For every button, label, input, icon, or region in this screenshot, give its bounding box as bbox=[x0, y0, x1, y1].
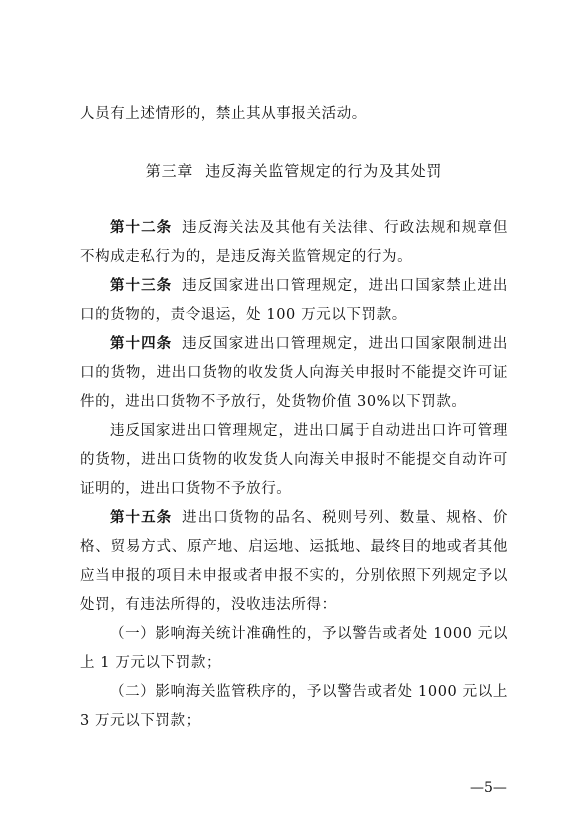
article-14-paragraph-2: 违反国家进出口管理规定，进出口属于自动进出口许可管理的货物，进出口货物的收发货人向海关申报时不能提交自动许可证明的，进出口货物不予放行。 bbox=[80, 423, 508, 497]
article-15-text: 进出口货物的品名、税则号列、数量、规格、价格、贸易方式、原产地、启运地、运抵地、最终目的地或者其他应当申报的项目未申报或者申报不实的，分别依照下列规定予以处罚，有违法所得的，没收违法所得： bbox=[80, 510, 508, 613]
article-15-label: 第十五条 bbox=[110, 510, 173, 526]
article-13 bbox=[80, 272, 508, 330]
article-12-label: 第十二条 bbox=[110, 220, 173, 236]
article-14-label: 第十四条 bbox=[110, 336, 173, 352]
article-15-item-2: （二）影响海关监管秩序的，予以警告或者处 1000 元以上 3 万元以下罚款； bbox=[80, 684, 508, 729]
chapter-title: 违反海关监管规定的行为及其处罚 bbox=[205, 162, 443, 180]
chapter-number: 第三章 bbox=[145, 162, 194, 180]
article-15 bbox=[80, 504, 508, 620]
article-15-item-1: （一）影响海关统计准确性的，予以警告或者处 1000 元以上 1 万元以下罚款； bbox=[80, 626, 508, 671]
article-13-text: 违反国家进出口管理规定，进出口国家禁止进出口的货物的，责令退运，处 100 万元以下罚款。 bbox=[80, 278, 508, 323]
article-13-label: 第十三条 bbox=[110, 278, 173, 294]
article-12-text: 违反海关法及其他有关法律、行政法规和规章但不构成走私行为的，是违反海关监管规定的行为。 bbox=[80, 220, 508, 265]
page-number: —5— bbox=[470, 780, 507, 796]
intro-paragraph: 人员有上述情形的，禁止其从事报关活动。 bbox=[80, 106, 367, 122]
article-14 bbox=[80, 330, 508, 417]
article-12 bbox=[80, 214, 508, 272]
article-14-text: 违反国家进出口管理规定，进出口国家限制进出口的货物，进出口货物的收发货人向海关申报时不能提交许可证件的，进出口货物不予放行，处货物价值 30%以下罚款。 bbox=[80, 336, 508, 410]
document-body bbox=[80, 100, 508, 736]
chapter-heading bbox=[80, 157, 508, 186]
